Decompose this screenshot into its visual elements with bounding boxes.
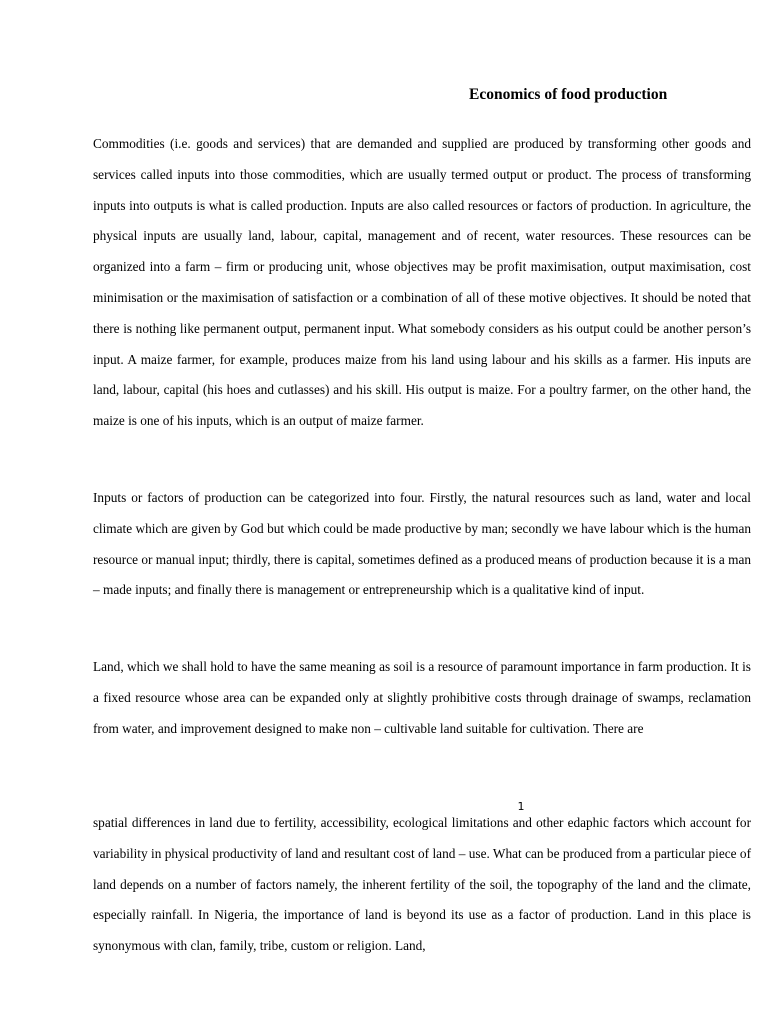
page-number: 1	[517, 800, 525, 813]
paragraph-spatial-differences: spatial differences in land due to fertility, accessibility, ecological limitations and other edaphic factors which account for variability in physical productivity of land and resultant cost of land – use. What can be produced from a particular piece of land depends on a number of factors namely, the inherent fertility of the soil, the topography of the land and the climate, especially rainfall. In Nigeria, the importance of land is beyond its use as a factor of production. Land in this place is synonymous with clan, family, tribe, custom or religion. Land,	[93, 815, 751, 954]
paragraph-factors-of-production: Inputs or factors of production can be categorized into four. Firstly, the natural resources such as land, water and local climate which are given by God but which could be made productive by man; secondly we have labour which is the human resource or manual input; thirdly, there is capital, sometimes defined as a produced means of production because it is a man – made inputs; and finally there is management or entrepreneurship which is a qualitative kind of input.	[93, 490, 751, 598]
paragraph-land: Land, which we shall hold to have the same meaning as soil is a resource of paramount importance in farm production. It is a fixed resource whose area can be expanded only at slightly prohibitive costs through drainage of swamps, reclamation from water, and improvement designed to make non – cultivable land suitable for cultivation. There are	[93, 659, 751, 736]
paragraph-commodities: Commodities (i.e. goods and services) that are demanded and supplied are produced by transforming other goods and services called inputs into those commodities, which are usually termed output or product. The process of transforming inputs into outputs is what is called production. Inputs are also called resources or factors of production. In agriculture, the physical inputs are usually land, labour, capital, management and of recent, water resources. These resources can be organized into a farm – firm or producing unit, whose objectives may be profit maximisation, output maximisation, cost minimisation or the maximisation of satisfaction or a combination of all of these motive objectives. It should be noted that there is nothing like permanent output, permanent input. What somebody considers as his output could be another person’s input. A maize farmer, for example, produces maize from his land using labour and his skills as a farmer. His inputs are land, labour, capital (his hoes and cutlasses) and his skill. His output is maize. For a poultry farmer, on the other hand, the maize is one of his inputs, which is an output of maize farmer.	[93, 136, 751, 429]
document-title: Economics of food production	[469, 86, 668, 103]
